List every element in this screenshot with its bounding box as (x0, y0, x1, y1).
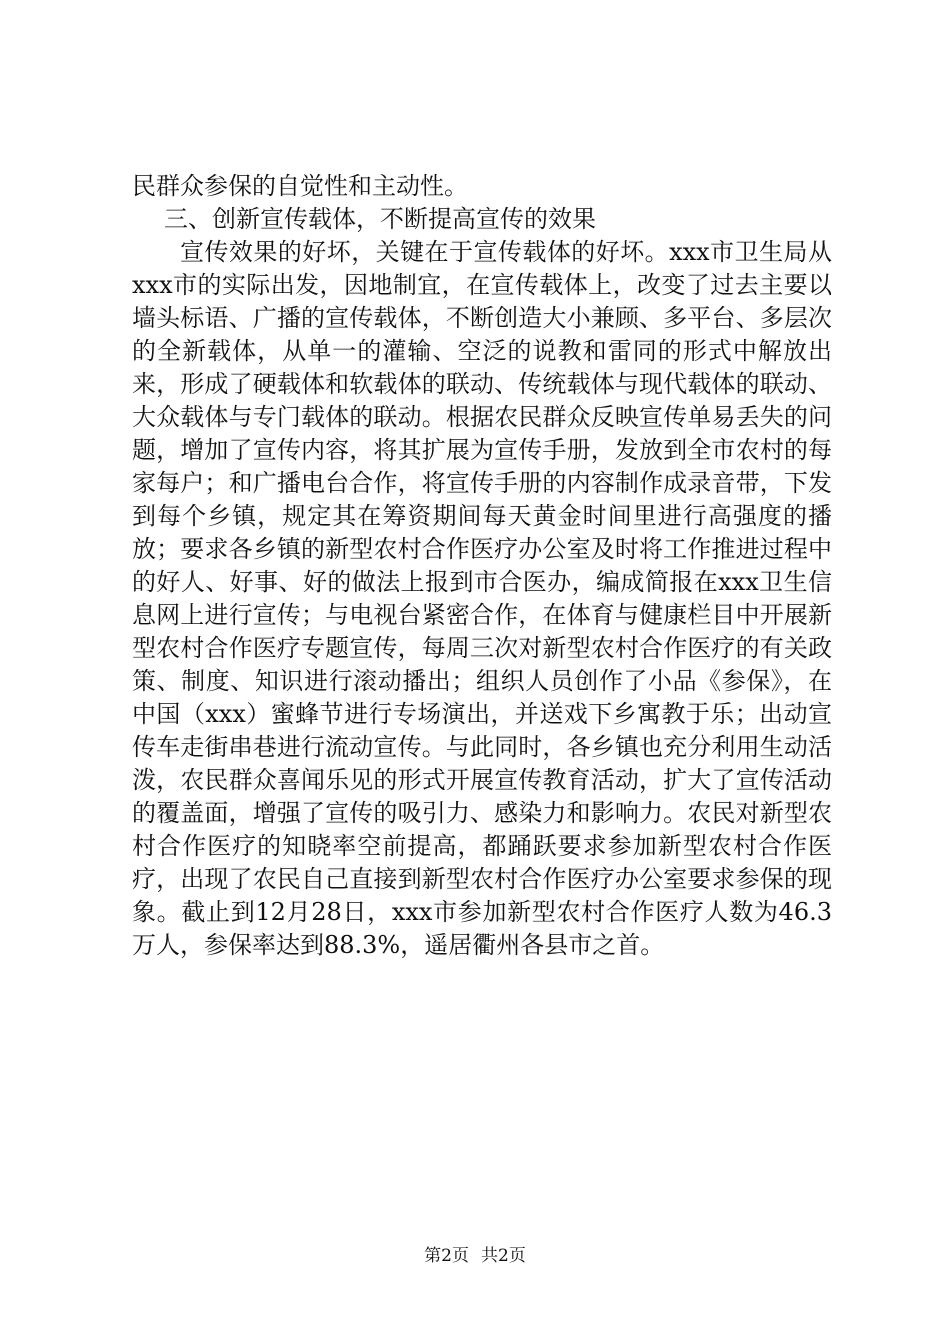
page-footer (0, 1246, 950, 1266)
body-paragraph: 宣传效果的好坏，关键在于宣传载体的好坏。xxx市卫生局从xxx市的实际出发，因地制宜，在宣传载体上，改变了过去主要以墙头标语、广播的宣传载体，不断创造大小兼顾、多平台、多层次的全新载体，从单一的灌输、空泛的说教和雷同的形式中解放出来，形成了硬载体和软载体的联动、传统载体与现代载体的联动、大众载体与专门载体的联动。根据农民群众反映宣传单易丢失的问题，增加了宣传内容，将其扩展为宣传手册，发放到全市农村的每家每户；和广播电台合作，将宣传手册的内容制作成录音带，下发到每个乡镇，规定其在筹资期间每天黄金时间里进行高强度的播放；要求各乡镇的新型农村合作医疗办公室及时将工作推进过程中的好人、好事、好的做法上报到市合医办，编成简报在xxx卫生信息网上进行宣传；与电视台紧密合作，在体育与健康栏目中开展新型农村合作医疗专题宣传，每周三次对新型农村合作医疗的有关政策、制度、知识进行滚动播出；组织人员创作了小品《参保》，在中国（xxx）蜜蜂节进行专场演出，并送戏下乡寓教于乐；出动宣传车走街串巷进行流动宣传。与此同时，各乡镇也充分利用生动活泼，农民群众喜闻乐见的形式开展宣传教育活动，扩大了宣传活动的覆盖面，增强了宣传的吸引力、感染力和影响力。农民对新型农村合作医疗的知晓率空前提高，都踊跃要求参加新型农村合作医疗，出现了农民自己直接到新型农村合作医疗办公室要求参保的现象。截止到12月28日，xxx市参加新型农村合作医疗人数为46.3万人，参保率达到88.3%，遥居衢州各县市之首。 (132, 238, 832, 959)
continuation-paragraph: 民群众参保的自觉性和主动性。 (132, 172, 468, 200)
section-heading: 三、创新宣传载体，不断提高宣传的效果 (164, 205, 596, 233)
document-body (132, 170, 832, 962)
page-total: 共2页 (481, 1246, 526, 1266)
page-number: 第2页 (424, 1246, 469, 1266)
